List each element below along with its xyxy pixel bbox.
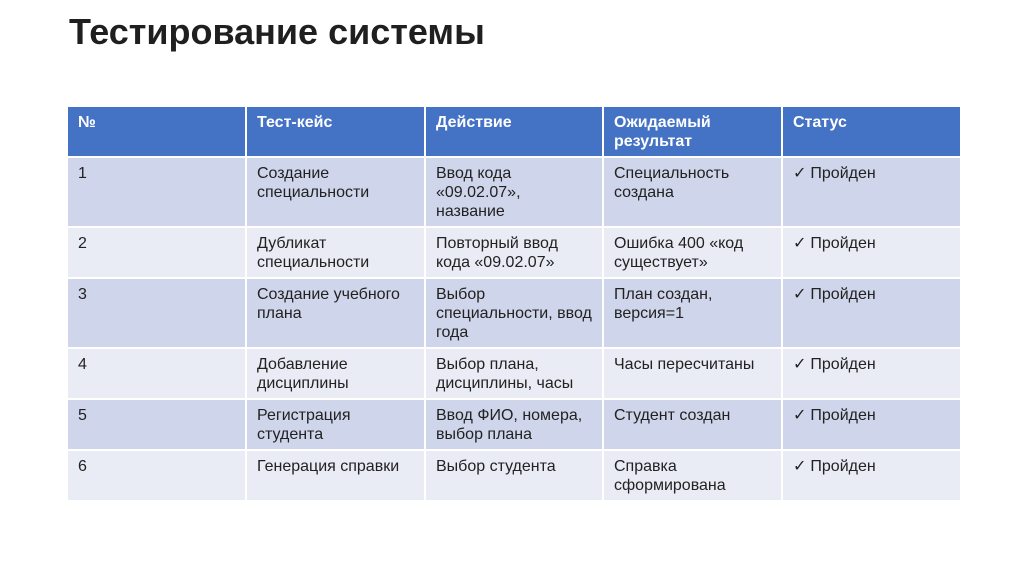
cell-action: Выбор специальности, ввод года [425,278,603,348]
cell-number: 6 [68,450,246,501]
test-cases-table [68,107,960,502]
check-icon: ✓ [793,165,807,182]
cell-test-case: Регистрация студента [246,399,425,450]
table-row [68,227,960,278]
cell-number: 5 [68,399,246,450]
table-row [68,450,960,501]
cell-status [782,157,960,227]
check-icon: ✓ [793,407,807,424]
cell-number: 2 [68,227,246,278]
cell-action: Выбор студента [425,450,603,501]
check-icon: ✓ [793,458,807,475]
cell-number: 1 [68,157,246,227]
check-icon: ✓ [793,235,807,252]
cell-expected: Справка сформирована [603,450,782,501]
cell-status [782,278,960,348]
status-text: Пройден [810,165,876,182]
status-text: Пройден [810,407,876,424]
status-text: Пройден [810,235,876,252]
cell-expected: Студент создан [603,399,782,450]
cell-number: 3 [68,278,246,348]
table-row [68,278,960,348]
status-text: Пройден [810,356,876,373]
cell-action: Выбор плана, дисциплины, часы [425,348,603,399]
cell-test-case: Генерация справки [246,450,425,501]
cell-action: Ввод ФИО, номера, выбор плана [425,399,603,450]
cell-expected: Ошибка 400 «код существует» [603,227,782,278]
header-expected-result: Ожидаемый результат [603,107,782,157]
cell-test-case: Добавление дисциплины [246,348,425,399]
cell-status [782,348,960,399]
cell-expected: Специальность создана [603,157,782,227]
cell-test-case: Создание специальности [246,157,425,227]
header-action: Действие [425,107,603,157]
cell-test-case: Создание учебного плана [246,278,425,348]
status-text: Пройден [810,458,876,475]
cell-action: Повторный ввод кода «09.02.07» [425,227,603,278]
cell-status [782,399,960,450]
status-text: Пройден [810,286,876,303]
cell-action: Ввод кода «09.02.07», название [425,157,603,227]
cell-status [782,227,960,278]
header-test-case: Тест-кейс [246,107,425,157]
header-number: № [68,107,246,157]
table-row [68,348,960,399]
check-icon: ✓ [793,286,807,303]
check-icon: ✓ [793,356,807,373]
cell-expected: План создан, версия=1 [603,278,782,348]
slide-title: Тестирование системы [69,11,485,52]
cell-number: 4 [68,348,246,399]
table-row [68,399,960,450]
cell-status [782,450,960,501]
cell-expected: Часы пересчитаны [603,348,782,399]
table-header-row [68,107,960,157]
header-status: Статус [782,107,960,157]
cell-test-case: Дубликат специальности [246,227,425,278]
table-row [68,157,960,227]
